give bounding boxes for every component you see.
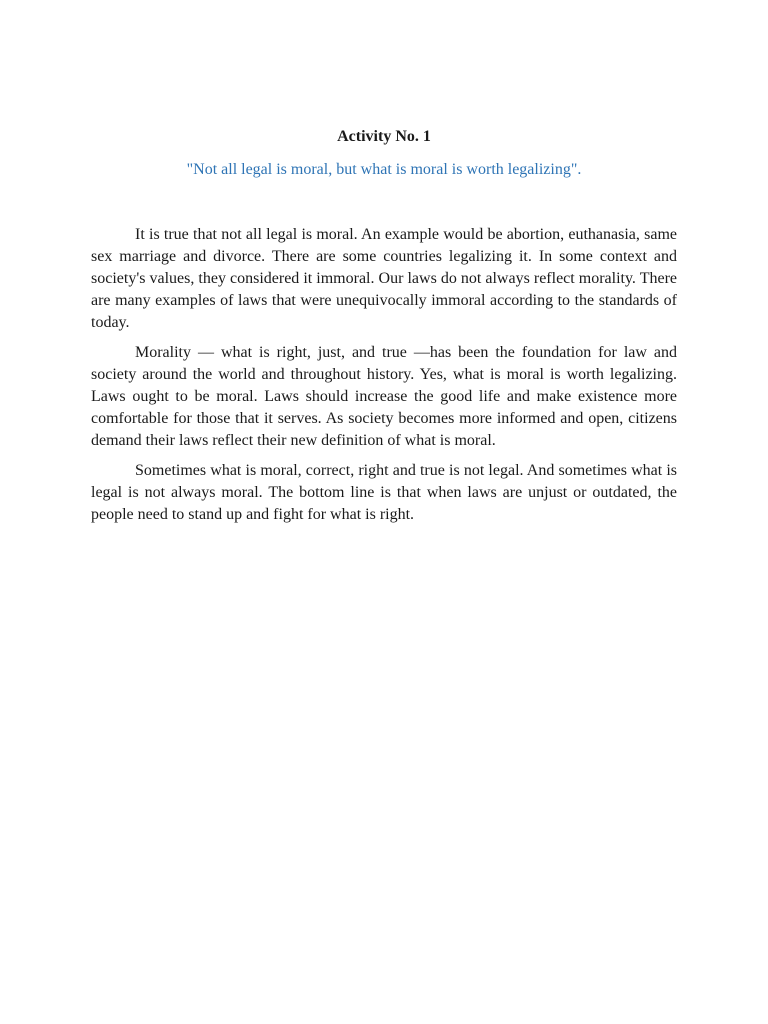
paragraph-2: Morality — what is right, just, and true —has been the foundation for law and society around the world and throughout history. Yes, what is moral is worth legalizing. Laws ought to be moral. Laws should increase the good life and make existence more comfortable for those that it serves. As society becomes more informed and open, citizens demand their laws reflect their new definition of what is moral.: [91, 344, 677, 449]
document-body: [91, 224, 677, 534]
document-quote: "Not all legal is moral, but what is moral is worth legalizing".: [186, 161, 582, 178]
document-title: Activity No. 1: [337, 128, 431, 145]
paragraph-3: Sometimes what is moral, correct, right and true is not legal. And sometimes what is legal is not always moral. The bottom line is that when laws are unjust or outdated, the people need to stand up and fight for what is right.: [91, 462, 677, 523]
paragraph-1: It is true that not all legal is moral. An example would be abortion, euthanasia, same sex marriage and divorce. There are some countries legalizing it. In some context and society's values, they considered it immoral. Our laws do not always reflect morality. There are many examples of laws that were unequivocally immoral according to the standards of today.: [91, 226, 677, 331]
